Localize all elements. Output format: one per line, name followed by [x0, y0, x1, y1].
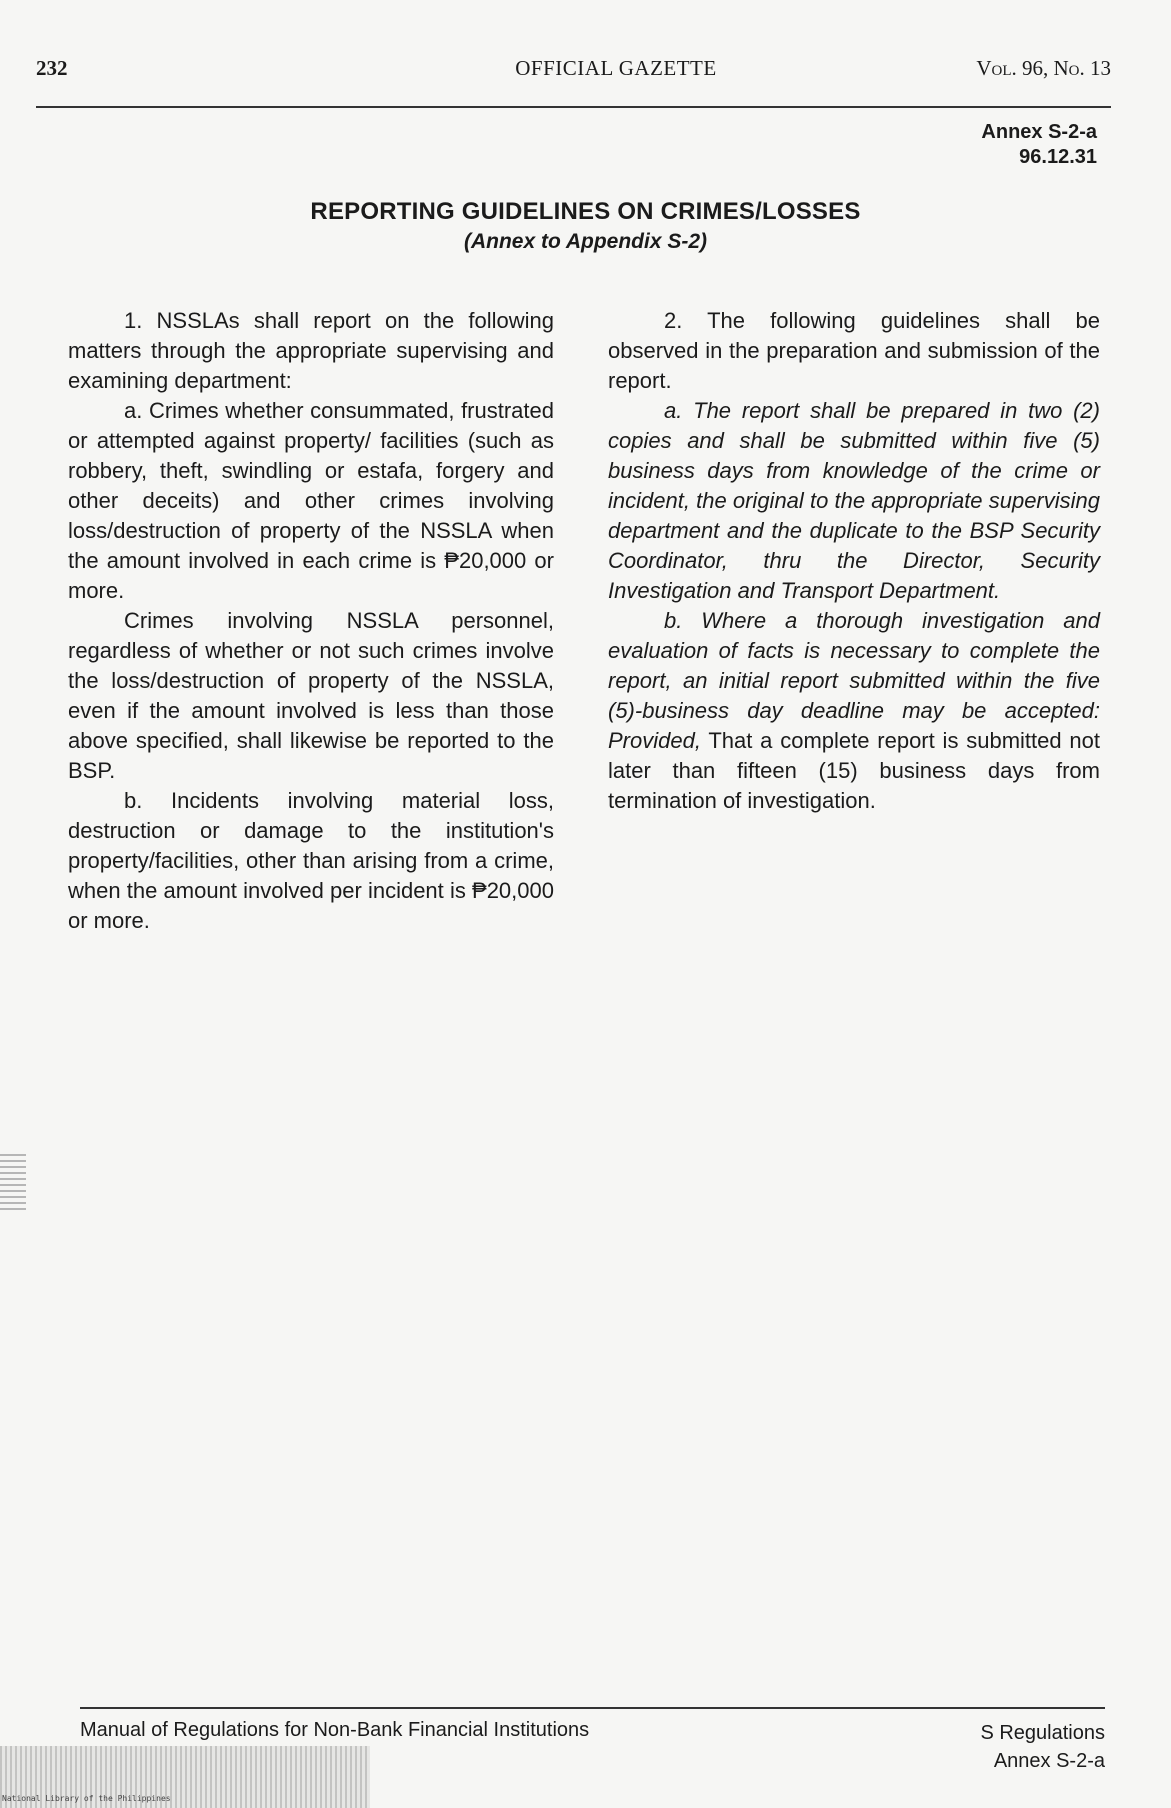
footer-manual-title: Manual of Regulations for Non-Bank Financial Institutions — [80, 1719, 590, 1741]
volume-number: Vol. 96, No. 13 — [976, 56, 1111, 80]
paragraph-1b: b. Incidents involving material loss, destruction or damage to the institution's property/facilities, other than arising from a crime, when the amount involved per incident is ₱20,000 or more. — [68, 788, 554, 933]
paragraph-2b-end: That a complete report is submitted not later than fifteen (15) business days from termination of investigation. — [608, 728, 1100, 813]
title-subtitle: (Annex to Appendix S-2) — [463, 230, 708, 253]
page-number: 232 — [36, 56, 68, 80]
left-column — [68, 306, 554, 936]
scan-caption: National Library of the Philippines — [2, 1794, 171, 1803]
paragraph-1a-personnel: Crimes involving NSSLA personnel, regardless of whether or not such crimes involve the loss/destruction of property of the NSSLA, even if the amount involved is less than those above specified, shall likewise be reported to the BSP. — [68, 608, 554, 783]
title-main: REPORTING GUIDELINES ON CRIMES/LOSSES — [310, 198, 861, 225]
annex-label: Annex S-2-a — [981, 121, 1097, 143]
right-column — [608, 306, 1100, 816]
paragraph-1a: a. Crimes whether consummated, frustrated or attempted against property/ facilities (such as robbery, theft, swindling or estafa, forgery and other deceits) and other crimes involving loss/destruction of property of the NSSLA when the amount involved in each crime is ₱20,000 or more. — [68, 398, 554, 603]
scan-artifact — [0, 1150, 26, 1210]
provided-proviso: Provided, — [608, 728, 701, 753]
gazette-title: OFFICIAL GAZETTE — [515, 56, 717, 80]
footer-rule — [80, 1707, 1105, 1709]
paragraph-2b-start: b. Where a thorough investigation and evaluation of facts is necessary to complete the report, an initial report submitted within the five (5)-business day deadline may be accepted: — [608, 608, 1100, 723]
running-header — [36, 56, 1111, 84]
paragraph-2b — [608, 606, 1100, 816]
paragraph-2: 2. The following guidelines shall be observed in the preparation and submission of the report. — [608, 308, 1100, 393]
annex-date: 96.12.31 — [1019, 146, 1097, 168]
document-title — [0, 198, 1171, 254]
footer-annex: Annex S-2-a — [993, 1750, 1105, 1772]
paragraph-1: 1. NSSLAs shall report on the following matters through the appropriate supervising and examining department: — [68, 308, 554, 393]
header-rule — [36, 106, 1111, 108]
paragraph-2a: a. The report shall be prepared in two (2) copies and shall be submitted within five (5) business days from knowledge of the crime or incident, the original to the appropriate supervising department and the duplicate to the BSP Security Coordinator, thru the Director, Security Investigation and Transport Department. — [608, 398, 1100, 603]
footer-section — [980, 1719, 1105, 1775]
annex-reference — [981, 120, 1097, 170]
footer-regulations: S Regulations — [980, 1722, 1105, 1744]
